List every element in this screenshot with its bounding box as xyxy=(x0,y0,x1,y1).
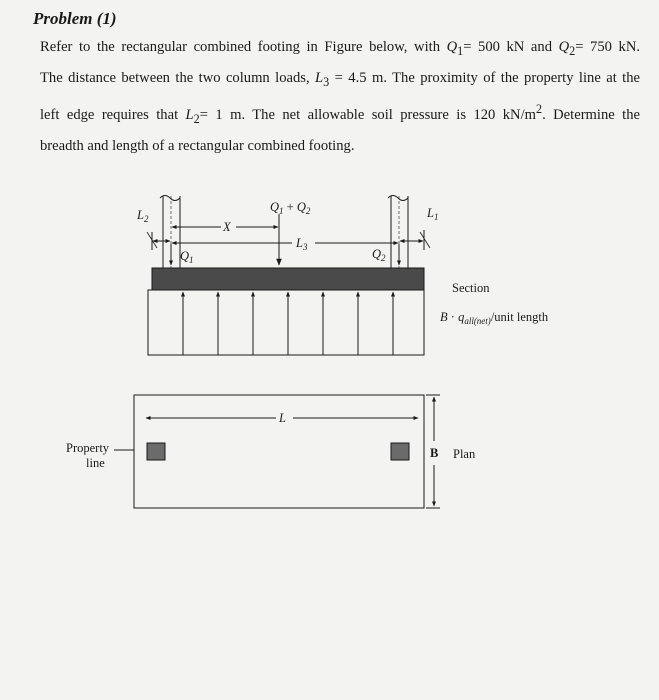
text-segment: . Determine the xyxy=(542,106,640,123)
q2-label xyxy=(372,247,386,263)
soil-pressure-arrows xyxy=(183,292,393,355)
q-subscript: 1 xyxy=(189,255,194,265)
q-symbol: q xyxy=(458,310,465,324)
left-column-plan xyxy=(147,443,165,460)
x-label: X xyxy=(223,220,231,234)
problem-title: Problem (1) xyxy=(33,9,117,28)
l-subscript: 1 xyxy=(433,212,439,222)
q2-subscript: 2 xyxy=(569,43,576,58)
q1-symbol: Q xyxy=(446,39,458,55)
text-segment: left edge requires that xyxy=(40,106,186,123)
l2-subscript: 2 xyxy=(193,111,200,126)
plan-length-label: L xyxy=(279,411,286,425)
l-subscript: 3 xyxy=(302,242,308,252)
plan-breadth-label: B xyxy=(430,446,439,460)
q2-value: = 750 kN. xyxy=(575,39,641,55)
l3-subscript: 3 xyxy=(323,74,330,89)
q-subscript: 2 xyxy=(381,253,386,263)
q-symbol: Q xyxy=(180,249,190,263)
dot: · xyxy=(447,310,459,324)
q-subscript: 1 xyxy=(279,206,284,216)
text-segment: Refer to the rectangular combined footing in Figure below, with xyxy=(40,39,447,55)
l-subscript: 2 xyxy=(143,214,149,224)
plan-label: Plan xyxy=(453,447,476,461)
l2-dimension xyxy=(147,232,170,250)
plus-sign: + xyxy=(283,200,297,214)
right-column xyxy=(388,196,408,269)
q-symbol: Q xyxy=(296,200,306,214)
l2-value: = 1 m. The net allowable soil pressure is 120 kN/m xyxy=(199,106,536,123)
right-column-plan xyxy=(391,443,409,460)
footing-section xyxy=(152,268,424,290)
l2-symbol: L xyxy=(185,106,194,123)
property-line-label-1: Property xyxy=(66,441,110,455)
q-symbol: Q xyxy=(372,247,382,261)
l3-value: = 4.5 m. The proximity of the property line at the xyxy=(329,69,641,86)
l-symbol: L xyxy=(427,206,434,220)
l1-label xyxy=(426,206,438,222)
section-view xyxy=(147,196,430,356)
plan-view xyxy=(114,395,440,508)
section-label: Section xyxy=(452,281,490,295)
unit-length-text: /unit length xyxy=(490,310,549,324)
q2-symbol: Q xyxy=(558,39,570,55)
b-symbol: B xyxy=(440,310,448,324)
q1-label xyxy=(180,249,194,265)
text-segment: The distance between the two column loads, xyxy=(40,69,316,86)
l1-dimension xyxy=(400,230,430,250)
q1-subscript: 1 xyxy=(457,43,464,58)
soil-pressure-label xyxy=(440,310,549,326)
soil-pressure-diagram xyxy=(148,290,424,355)
l3-symbol: L xyxy=(315,69,324,86)
statement-line-4: breadth and length of a rectangular combined footing. xyxy=(40,137,355,154)
q-subscript: 2 xyxy=(305,206,311,216)
q-symbol: Q xyxy=(270,200,280,214)
l-symbol: L xyxy=(296,236,303,250)
resultant-label xyxy=(270,200,311,216)
l2-superscript: 2 xyxy=(536,101,543,116)
l2-label xyxy=(136,208,149,224)
q-subscript: all(net) xyxy=(464,316,491,326)
l3-label xyxy=(295,236,308,252)
left-column xyxy=(160,196,180,269)
property-line-label-2: line xyxy=(86,456,105,470)
l-symbol: L xyxy=(137,208,144,222)
q1-value: = 500 kN and xyxy=(463,39,559,55)
